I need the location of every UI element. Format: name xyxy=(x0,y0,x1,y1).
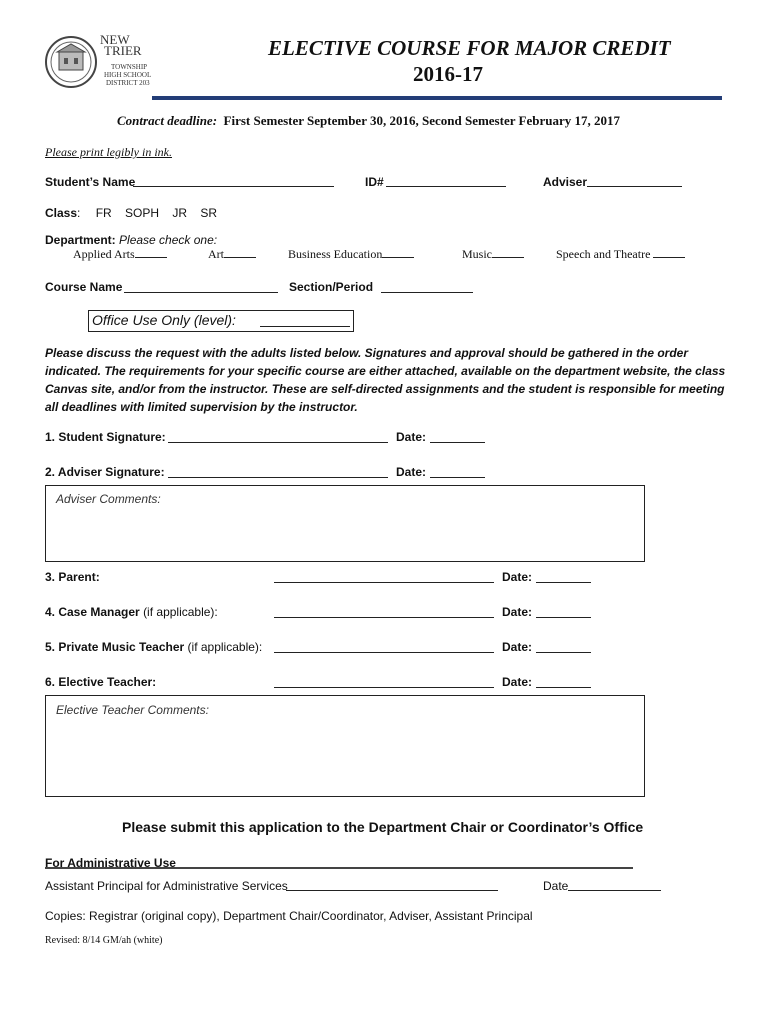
case-manager-note: (if applicable): xyxy=(143,605,218,619)
logo-line5: DISTRICT 203 xyxy=(106,79,150,87)
dept-option-business[interactable] xyxy=(288,247,414,262)
logo-name-line2: TRIER xyxy=(104,43,142,58)
department-label: Department: xyxy=(45,233,116,247)
class-label: Class xyxy=(45,206,78,220)
student-signature-field[interactable] xyxy=(168,442,388,443)
class-row: Class: FR SOPH JR SR xyxy=(45,206,218,220)
case-manager-date-label: Date: xyxy=(502,605,533,619)
adviser-signature-label: 2. Adviser Signature: xyxy=(45,465,165,479)
section-period-label: Section/Period xyxy=(289,280,374,294)
dept-option-music[interactable] xyxy=(462,247,524,262)
admin-heading: For Administrative Use xyxy=(45,856,176,870)
music-teacher-row xyxy=(45,640,262,654)
copies-line: Copies: Registrar (original copy), Department Chair/Coordinator, Adviser, Assistant Principal xyxy=(45,909,533,923)
print-legibly-note: Please print legibly in ink. xyxy=(45,145,172,159)
student-date-label: Date: xyxy=(396,430,427,444)
parent-label: 3. Parent: xyxy=(45,570,100,584)
office-use-field[interactable] xyxy=(260,326,350,327)
dept-check-line[interactable] xyxy=(492,247,524,258)
music-teacher-signature-field[interactable] xyxy=(274,652,494,653)
student-name-label: Student’s Name xyxy=(45,175,136,189)
adviser-label: Adviser xyxy=(543,175,588,189)
submit-instructions: Please submit this application to the Department Chair or Coordinator’s Office xyxy=(122,819,644,835)
deadline-line xyxy=(117,113,620,129)
student-name-field[interactable] xyxy=(133,186,334,187)
class-option-fr[interactable]: FR xyxy=(95,206,112,220)
deadline-text: First Semester September 30, 2016, Second Semester February 17, 2017 xyxy=(223,113,620,128)
ap-date-field[interactable] xyxy=(568,890,661,891)
school-seal-icon xyxy=(44,34,98,90)
dept-check-line[interactable] xyxy=(653,247,685,258)
case-manager-date-field[interactable] xyxy=(536,617,591,618)
music-teacher-date-label: Date: xyxy=(502,640,533,654)
logo-line3: TOWNSHIP xyxy=(111,63,148,71)
logo-name-line1: NEW xyxy=(100,32,130,47)
logo-line4: HIGH SCHOOL xyxy=(104,71,152,79)
dept-option-speech[interactable] xyxy=(556,247,685,262)
dept-check-line[interactable] xyxy=(224,247,256,258)
elective-teacher-date-field[interactable] xyxy=(536,687,591,688)
parent-date-label: Date: xyxy=(502,570,533,584)
department-hint: Please check one: xyxy=(119,233,218,247)
page-title: ELECTIVE COURSE FOR MAJOR CREDIT xyxy=(268,36,671,60)
deadline-label: Contract deadline: xyxy=(117,113,218,128)
revised-note: Revised: 8/14 GM/ah (white) xyxy=(45,935,163,946)
dept-option-label: Art xyxy=(208,247,224,261)
student-id-field[interactable] xyxy=(386,186,506,187)
discussion-paragraph: Please discuss the request with the adults listed below. Signatures and approval should be gathered in the order indicated. The requirements for your specific course are either attached, available on the department website, the class Canvas site, and/or from the instructor. These are self-directed assignments and the student is responsible for meeting all deadlines with limited supervision by the instructor. xyxy=(45,346,726,414)
case-manager-label: 4. Case Manager xyxy=(45,605,140,619)
ap-date-label: Date xyxy=(543,879,569,893)
case-manager-signature-field[interactable] xyxy=(274,617,494,618)
office-use-label: Office Use Only (level): xyxy=(92,312,236,328)
admin-heading-rule xyxy=(45,867,633,869)
ap-signature-field[interactable] xyxy=(286,890,498,891)
elective-comments-label: Elective Teacher Comments: xyxy=(56,703,209,717)
adviser-signature-field[interactable] xyxy=(168,477,388,478)
header-rule xyxy=(152,96,722,100)
music-teacher-label: 5. Private Music Teacher xyxy=(45,640,185,654)
adviser-date-label: Date: xyxy=(396,465,427,479)
dept-check-line[interactable] xyxy=(135,247,167,258)
case-manager-row xyxy=(45,605,218,619)
dept-option-art[interactable] xyxy=(208,247,256,262)
parent-date-field[interactable] xyxy=(536,582,591,583)
section-period-field[interactable] xyxy=(381,292,473,293)
student-signature-label: 1. Student Signature: xyxy=(45,430,166,444)
dept-option-applied-arts[interactable] xyxy=(73,247,167,262)
dept-check-line[interactable] xyxy=(382,247,414,258)
class-option-sr[interactable]: SR xyxy=(200,206,218,220)
course-name-label: Course Name xyxy=(45,280,123,294)
dept-option-label: Applied Arts xyxy=(73,247,135,261)
dept-option-label: Business Education xyxy=(288,247,383,261)
elective-teacher-date-label: Date: xyxy=(502,675,533,689)
class-option-soph[interactable]: SOPH xyxy=(125,206,160,220)
ap-label: Assistant Principal for Administrative Services xyxy=(45,879,288,893)
student-date-field[interactable] xyxy=(430,442,485,443)
class-option-jr[interactable]: JR xyxy=(172,206,188,220)
parent-signature-field[interactable] xyxy=(274,582,494,583)
page-year: 2016-17 xyxy=(413,62,483,86)
elective-teacher-label: 6. Elective Teacher: xyxy=(45,675,157,689)
music-teacher-date-field[interactable] xyxy=(536,652,591,653)
dept-option-label: Speech and Theatre xyxy=(556,247,651,261)
adviser-field[interactable] xyxy=(587,186,682,187)
adviser-date-field[interactable] xyxy=(430,477,485,478)
adviser-comments-label: Adviser Comments: xyxy=(56,492,161,506)
music-teacher-note: (if applicable): xyxy=(187,640,263,654)
student-id-label: ID# xyxy=(365,175,384,189)
elective-teacher-signature-field[interactable] xyxy=(274,687,494,688)
course-name-field[interactable] xyxy=(124,292,278,293)
dept-option-label: Music xyxy=(462,247,492,261)
department-heading xyxy=(45,233,217,247)
